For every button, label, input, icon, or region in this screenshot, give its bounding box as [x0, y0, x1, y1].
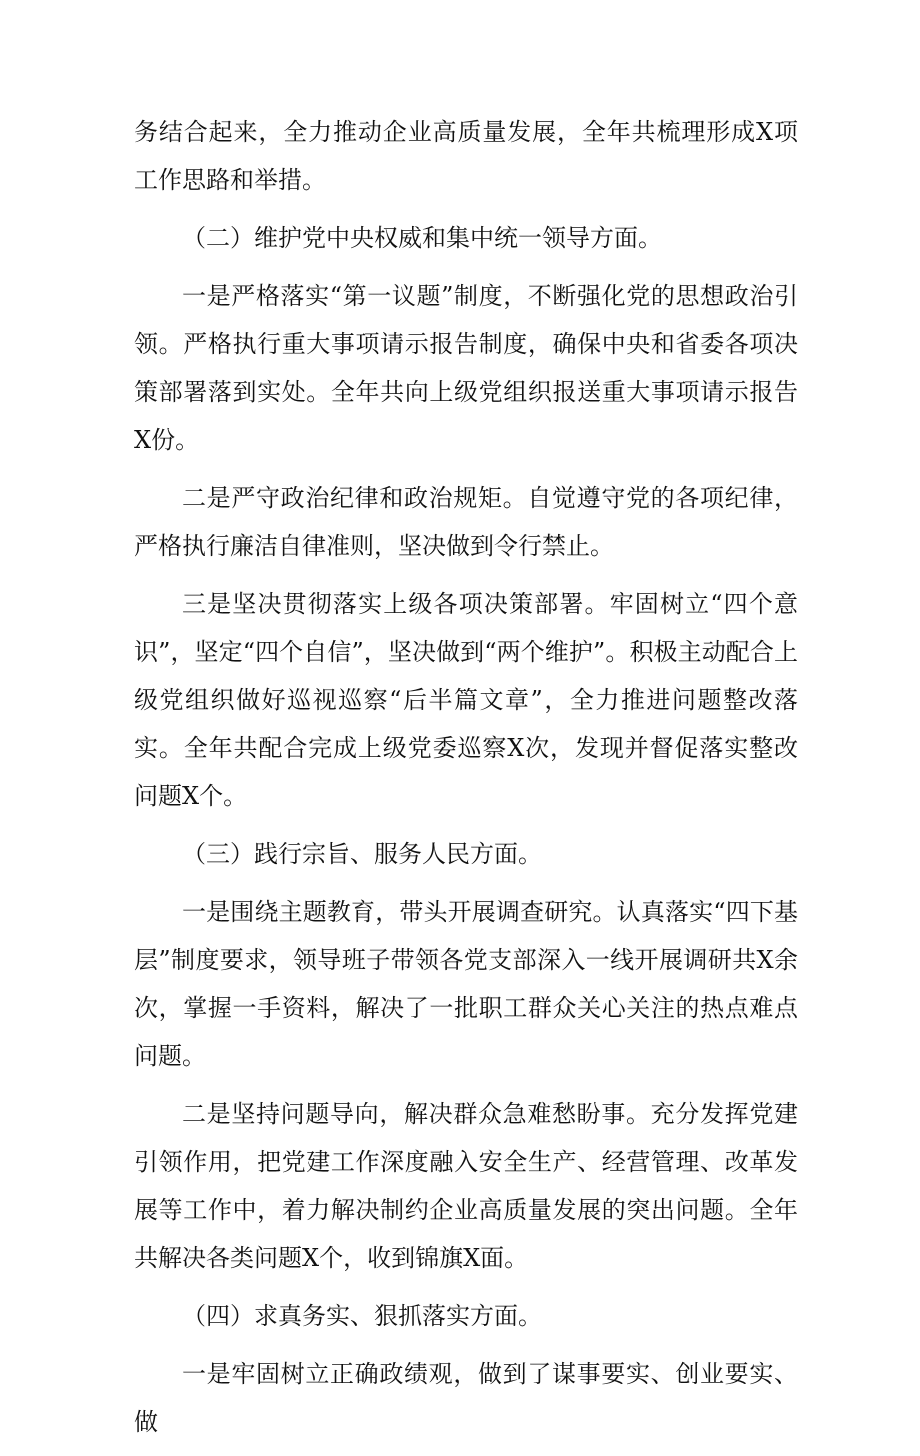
paragraph-item-3: 三是坚决贯彻落实上级各项决策部署。牢固树立“四个意识”，坚定“四个自信”，坚决做到“两个维护”。积极主动配合上级党组织做好巡视巡察“后半篇文章”，全力推进问题整改落实。全年共配合完成上级党委巡察X次，发现并督促落实整改问题X个。: [134, 590, 798, 810]
paragraph-item-4: 一是围绕主题教育，带头开展调查研究。认真落实“四下基层”制度要求，领导班子带领各党支部深入一线开展调研共X余次，掌握一手资料，解决了一批职工群众关心关注的热点难点问题。: [134, 898, 798, 1070]
section-heading-3: （三）践行宗旨、服务人民方面。: [182, 840, 542, 868]
paragraph-item-6: 一是牢固树立正确政绩观，做到了谋事要实、创业要实、做: [134, 1360, 798, 1436]
paragraph-item-2: 二是严守政治纪律和政治规矩。自觉遵守党的各项纪律，严格执行廉洁自律准则，坚决做到令行禁止。: [134, 484, 798, 560]
paragraph-item-5: 二是坚持问题导向，解决群众急难愁盼事。充分发挥党建引领作用，把党建工作深度融入安全生产、经营管理、改革发展等工作中，着力解决制约企业高质量发展的突出问题。全年共解决各类问题X个，收到锦旗X面。: [134, 1100, 798, 1272]
paragraph-continuation: 务结合起来，全力推动企业高质量发展，全年共梳理形成X项工作思路和举措。: [134, 118, 798, 194]
document-body: [134, 108, 798, 1456]
section-heading-4: （四）求真务实、狠抓落实方面。: [182, 1302, 542, 1330]
section-heading-2: （二）维护党中央权威和集中统一领导方面。: [182, 224, 662, 252]
paragraph-item-1: 一是严格落实“第一议题”制度，不断强化党的思想政治引领。严格执行重大事项请示报告制度，确保中央和省委各项决策部署落到实处。全年共向上级党组织报送重大事项请示报告X份。: [134, 282, 798, 454]
